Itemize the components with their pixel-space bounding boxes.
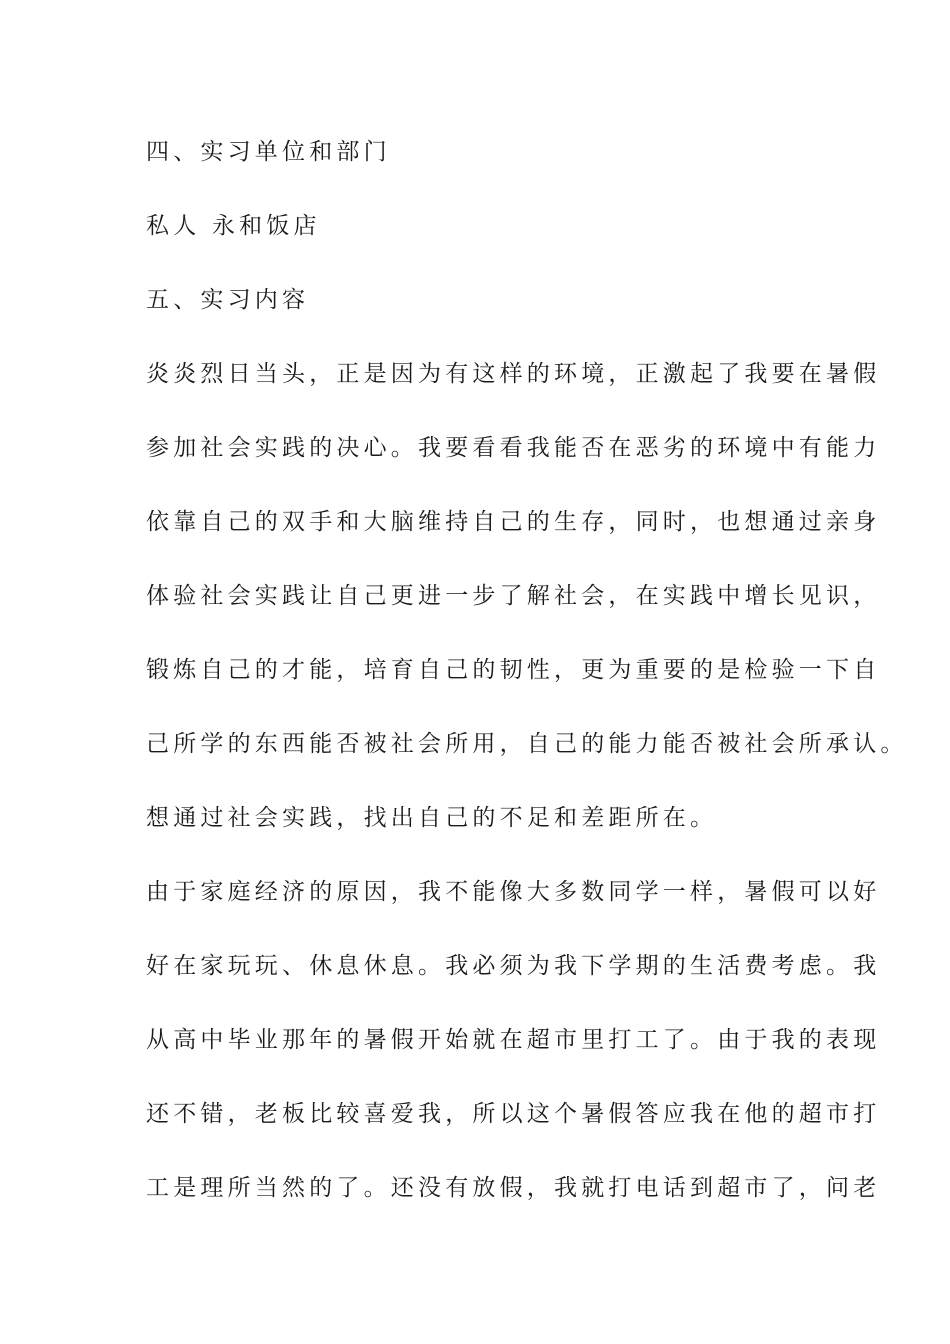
body-line: 从高中毕业那年的暑假开始就在超市里打工了。由于我的表现 xyxy=(146,1027,881,1053)
body-line: 锻炼自己的才能，培育自己的韧性，更为重要的是检验一下自 xyxy=(146,657,881,683)
body-line: 体验社会实践让自己更进一步了解社会，在实践中增长见识， xyxy=(146,583,881,609)
body-line: 参加社会实践的决心。我要看看我能否在恶劣的环境中有能力 xyxy=(146,435,881,461)
body-line: 炎炎烈日当头，正是因为有这样的环境，正激起了我要在暑假 xyxy=(146,361,881,387)
body-line: 依靠自己的双手和大脑维持自己的生存，同时，也想通过亲身 xyxy=(146,509,881,535)
body-line: 由于家庭经济的原因，我不能像大多数同学一样，暑假可以好 xyxy=(146,879,881,905)
body-line: 己所学的东西能否被社会所用，自己的能力能否被社会所承认。 xyxy=(146,731,908,757)
internship-unit-text: 私人 永和饭店 xyxy=(146,213,321,239)
section-heading-internship-unit: 四、实习单位和部门 xyxy=(146,139,391,165)
body-line: 想通过社会实践，找出自己的不足和差距所在。 xyxy=(146,805,718,831)
body-line: 还不错，老板比较喜爱我，所以这个暑假答应我在他的超市打 xyxy=(146,1101,881,1127)
section-heading-internship-content: 五、实习内容 xyxy=(146,287,310,313)
body-line: 工是理所当然的了。还没有放假，我就打电话到超市了，问老 xyxy=(146,1175,881,1201)
body-line: 好在家玩玩、休息休息。我必须为我下学期的生活费考虑。我 xyxy=(146,953,881,979)
